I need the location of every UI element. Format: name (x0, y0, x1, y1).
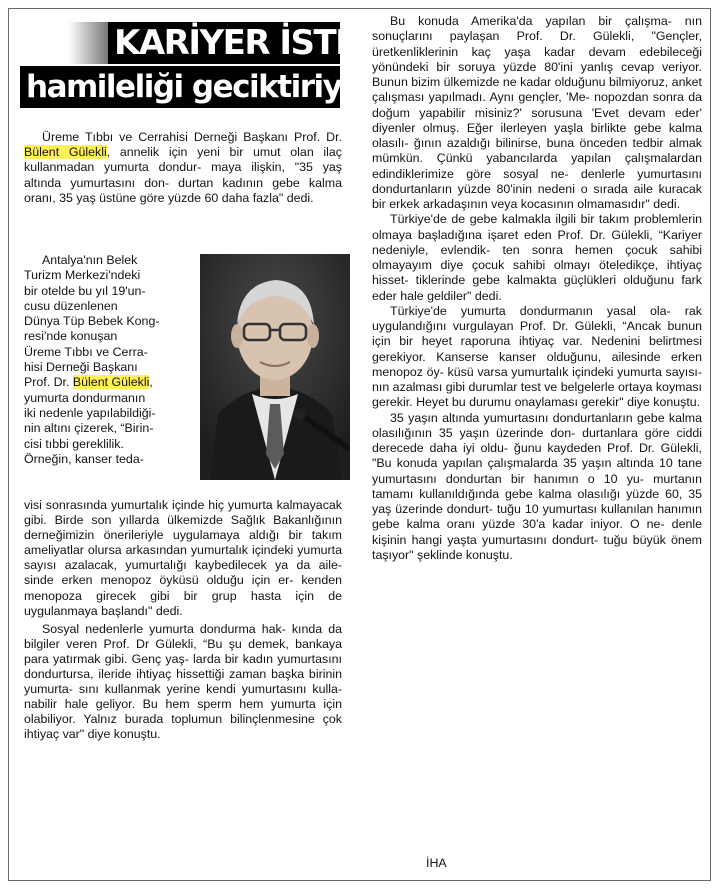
text-line: iki nedenle yapılabildiği- (24, 405, 156, 420)
headline-fade (20, 22, 108, 64)
text-line: çalışmalardan edindiklerimize göre sosyal ne- (372, 151, 702, 181)
text-line: onaylaması gerekir" diye konuştu. (514, 395, 701, 410)
text-line: kında da bilgiler veren Prof. Dr Gülekli, “Bu şu (24, 621, 342, 651)
left-paragraph-2-narrow (24, 253, 194, 467)
text-line: azalacak, yumurtalığı kaybedilecek ya da aile- (64, 558, 342, 573)
text-line: durtan kadının gebe kalma oranı, 35 yaş (24, 175, 342, 205)
text-line: arkadaşının veya kocasının olmamasıdır" dedi. (422, 197, 681, 211)
left-paragraph-1 (24, 130, 342, 206)
text-line: bir otelde bu yıl 19'un- (24, 283, 146, 298)
text-line: hisi Derneği Başkanı (24, 360, 138, 375)
right-paragraph-1 (372, 14, 702, 212)
right-column (372, 14, 702, 563)
text-line: Türkiye'de de gebe kalmakla ilgili bir takım (390, 212, 630, 227)
text-line: nabilir hale geliyor. Bu hem sperm hem (24, 697, 264, 712)
text-line: , (149, 375, 153, 390)
text-line: Prof. Dr. Gülekli, “Kariyer nedeniyle, evlendik- (372, 227, 702, 257)
text-line: nın sonuçlarını paylaşan Prof. Dr. Gülekli, (372, 14, 702, 44)
text-line: Prof. Dr. (293, 130, 342, 144)
text-line: ğunu kaydeden Prof. Dr. Gülekli, "Bu konuda (372, 441, 702, 471)
text-line: kenden menopoza girecek gibi bir grup hasta (24, 573, 342, 603)
text-line: devam edebileceği yönündeki bir soruya (372, 44, 702, 74)
text-line: denle kişinin hangi yaşta yumurtasını dondurt- (372, 517, 702, 547)
text-line: Bu konuda Amerika'da yapılan bir çalışma- (390, 14, 672, 28)
text-line: , annelik için yeni bir (106, 145, 244, 160)
text-line: visi sonrasında yumurtalık içinde hiç yumurta (24, 498, 273, 512)
headline-line-2: hamileliği geciktiriyor (20, 66, 340, 108)
text-line: 80'inin nedeni o sırada aile kuracak bir erkek (372, 181, 703, 211)
right-paragraph-4 (372, 411, 702, 564)
right-paragraph-3 (372, 304, 702, 411)
text-line: Eğer ilerleyen yaşla birlikte gebe kalma olasılı- (372, 120, 702, 150)
left-narrow-column (24, 253, 194, 467)
text-line: Üreme Tıbbı ve Cerra- (24, 344, 148, 359)
text-line: anket çalışması yapılmadı. Aynı gençler, 'Me- (372, 75, 702, 105)
highlighted-name: Bülent Gülekli (72, 375, 150, 390)
text-line: fark eder hale geldiler" dedi. (372, 273, 702, 303)
text-line: denlerle yumurtasını dondurtanların yüzde (372, 166, 702, 196)
left-paragraph-3 (24, 622, 342, 743)
text-line: “Ancak bunun için bir heyet raporuna ihtiyaç (372, 319, 702, 349)
text-line: tuğu 10 yumurtası kullanılan hanımın gebe (372, 502, 702, 532)
text-line: Türkiye'de yumurta dondurmanın yasal ola- (390, 303, 671, 318)
left-wide-column (24, 498, 342, 743)
text-line: rak uygulandığını vurgulayan Prof. Dr. Gülekli, (372, 303, 702, 333)
text-line: maya ilişkin, "35 yaş altında yumurtasını don- (24, 160, 342, 190)
text-line: kalma oranı yüzde 30'a kadar iniyor. O ne- (406, 517, 665, 532)
text-line: "Gençler, üretkenliklerinin kaç yaşa kadar (372, 29, 702, 59)
text-line: Üreme Tıbbı ve Cerrahisi Derneği Başkanı (42, 130, 288, 144)
text-line: üstüne göre yüzde 60 daha fazla" dedi. (99, 190, 314, 205)
byline-agency: İHA (426, 856, 447, 870)
text-line: Antalya'nın Belek (42, 253, 138, 267)
text-line: yumurta dondurmanın (24, 390, 146, 405)
text-line: ülkemizde ne kadar olduğunu bilmiyoruz, (443, 75, 669, 89)
text-line: için de uygulanmaya başlandı" dedi. (24, 588, 342, 618)
text-line: yumurtasını dondurtan bir hanımın o 10 yu- (372, 471, 644, 486)
text-line: almak mümkün. Çünkü yabancılarda yapılan (372, 136, 702, 166)
text-line: Sağlık Bakanlığının derneğimizin önerileriyle (24, 513, 342, 543)
portrait-illustration (200, 254, 350, 480)
text-line: gebe kalma olasılığının 35 yaşın üzerinde don- (372, 410, 702, 440)
text-line: yumurta için olabiliyor. Yalnız burada toplumun (24, 697, 342, 727)
text-line: yüzde 80'ini yanlış cevap veriyor. Bunun bizim (372, 59, 702, 89)
text-line: 35 yaşın altında yumurtasını dondurtanların (390, 410, 633, 425)
text-line: sinde erken menopoz öyküsü olduğu için er- (24, 573, 294, 588)
left-column (24, 130, 342, 206)
text-line: arkasından yumurtalık içindeki yumurta sayısı (24, 543, 342, 573)
text-line: demek, bankaya para yatırmak gibi. Genç yaş- (24, 636, 342, 666)
text-line: uygulamaya aldığı bir takım ameliyatlar olursa (24, 528, 342, 558)
highlighted-name: Bülent Gülekli (24, 145, 107, 160)
text-line: olasılığı yüzde 60, 35 yaş üzerinde dondurt- (372, 486, 702, 516)
left-paragraph-2-continued (24, 498, 342, 619)
text-line: Turizm Merkezi'ndeki (24, 268, 141, 283)
text-line: nopozdan sonra da doğum yapabilir misiniz?' (372, 90, 702, 120)
text-line: Örneğin, kanser teda- (24, 451, 144, 466)
text-line: cisi tıbbi gereklilik. (24, 436, 124, 451)
text-line: Sosyal nedenlerle yumurta dondurma hak- (42, 621, 286, 636)
text-line: var. Nedenini belirtmesi gerekiyor. Kanserse (372, 334, 702, 364)
portrait-photo (200, 254, 350, 480)
text-line: tuğu büyük önem taşıyor" şeklinde konuştu. (372, 532, 702, 562)
text-line: ortaya koyması gerekir. Heyet bu durumu (372, 380, 702, 410)
text-line: umut olan ilaç kullanmadan yumurta dondur- (24, 145, 342, 175)
text-line: cusu düzenlenen (24, 298, 118, 313)
text-line: ğının azaldığı bilinirse, buna önceden tedbir (413, 136, 664, 150)
text-line: küsü varsa yumurtalık içindeki yumurta sayısı- (447, 364, 702, 379)
text-line: ten sonra hemen çocuk sahibi olmayayım diye (372, 242, 702, 272)
text-line: problemlerin olmaya başladığına işaret eden (372, 212, 702, 242)
text-line: durtanlara göre ciddi derecede daha iyi oldu- (372, 425, 702, 455)
text-line: tiklerinde gebe kalmakta güçlükleri olduğunu (415, 273, 675, 288)
text-line: Prof. Dr. (24, 375, 73, 390)
text-line: murtanın tamamı kullanıldığında gebe kalma (372, 471, 702, 501)
text-line: nın azalması gibi durumlar test ve belgelerle (372, 380, 615, 394)
text-line: larda bir kadın yumurtasını dondurtursa, ileride (24, 651, 342, 682)
text-line: kanser olduğunu, ailesinde erken menopoz öy- (372, 349, 702, 379)
text-line: çocuk sahibi olmayı öteledikçe, ihtiyaç hisset- (372, 258, 702, 288)
text-line: nin altını çizerek, “Birin- (24, 421, 154, 436)
text-line: yapılan çalışmalarda 35 yaşın altında 10 tane (442, 456, 702, 471)
headline-line-1: KARİYER İSTEĞİ (108, 22, 340, 64)
text-line: bilinçlenmesine çok ihtiyaç var" diye konuştu. (24, 712, 342, 742)
text-line: Dünya Tüp Bebek Kong- (24, 314, 160, 329)
text-line: ihtiyaç hissettiği zaman başka birinin yumurta- (24, 667, 342, 697)
text-line: sorusuna 'Evet devam eder' diyenler olmuş. (372, 105, 702, 135)
text-line: kalmayacak gibi. Birde son yıllarda ülkemizde (24, 498, 342, 528)
right-paragraph-2 (372, 212, 702, 304)
text-line: resi'nde konuşan (24, 329, 118, 344)
text-line: sını kullanmak yerine kendi yumurtasını kulla- (78, 682, 342, 697)
